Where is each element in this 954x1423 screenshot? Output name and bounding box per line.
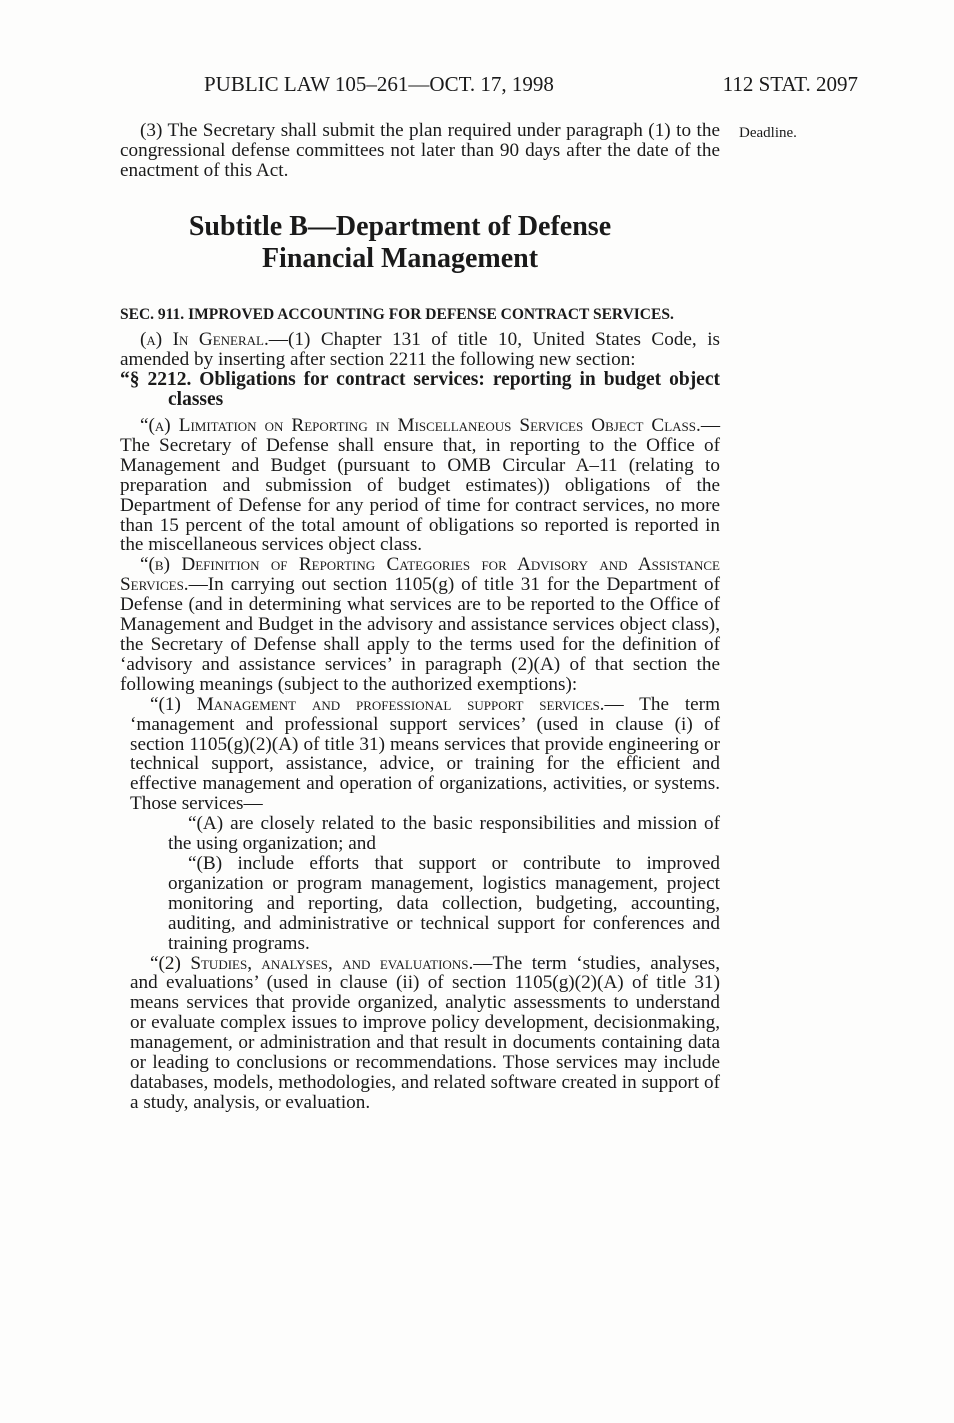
item-1-management: [120, 695, 720, 814]
item-1-text: — The term ‘management and professional support services’ (used in clause (i) of section 1105(g)(2)(A) of title 31) means services that provide engineering or technical support, assistance, advice, or training for the efficient and effective management and operation of organizations, activities, or systems. Those services—: [130, 693, 720, 815]
item-2-studies: [120, 954, 720, 1113]
sub-a-text: —The Secretary of Defense shall ensure that, in reporting to the Office of Management and Budget (pursuant to OMB Circular A–11 (relating to preparation and submission of budget estimates)) obligations of the Department of Defense for any period of time for contract services, no more than 15 percent of the total amount of obligations so reported is reported in the miscellaneous services object class.: [120, 415, 720, 556]
header-statute-page: 112 STAT. 2097: [722, 72, 858, 96]
margin-note-deadline: Deadline.: [739, 125, 797, 141]
sub-a-label: “(a) Limitation on Reporting in Miscellaneous Services Object Class.: [140, 415, 701, 437]
subsection-b-definition: [120, 555, 720, 694]
subsection-a-limitation: [120, 416, 720, 555]
subtitle-line-2: Financial Management: [261, 242, 539, 274]
item-1-b: “(B) include efforts that support or contribute to improved organization or program management, logistics management, project monitoring and reporting, data collection, budgeting, accounting, auditing, and administrative or technical support for conferences and training programs.: [168, 852, 720, 954]
header-public-law: PUBLIC LAW 105–261—OCT. 17, 1998: [204, 72, 554, 96]
section-911-heading: [120, 305, 720, 325]
running-header: [204, 72, 858, 102]
section-2212-heading: “§ 2212. Obligations for contract services: reporting in budget object classes: [120, 369, 720, 411]
item-1-label: “(1) Management and professional support services.: [150, 693, 605, 715]
general-text: —(1) Chapter 131 of title 10, United States Code, is amended by inserting after section 2211 the following new section:: [120, 329, 720, 371]
subtitle-heading: [80, 211, 720, 275]
subtitle-line-1: Subtitle B—Department of Defense: [188, 210, 612, 242]
item-1-a: “(A) are closely related to the basic responsibilities and mission of the using organization; and: [168, 813, 720, 855]
section-911-title: IMPROVED ACCOUNTING FOR DEFENSE CONTRACT SERVICES.: [188, 305, 674, 323]
sub-b-label: “(b) Definition of Reporting Categories for Advisory and Assistance Services.: [120, 554, 720, 596]
paragraph-3: (3) The Secretary shall submit the plan required under paragraph (1) to the congressional defense committees not later than 90 days after the date of the enactment of this Act.: [120, 120, 720, 181]
sub-b-text: —In carrying out section 1105(g) of title 31 for the Department of Defense (and in determining what services are to be reported to the Office of Management and Budget in the advisory and assistance services object class), the Secretary of Defense shall apply to the terms used for the definition of ‘advisory and assistance services’ in paragraph (2)(A) of that section the following meanings (subject to the authorized exemptions):: [120, 574, 720, 695]
item-2-text: —The term ‘studies, analyses, and evaluations’ (used in clause (ii) of section 1105(g)(2)(A) of title 31) means services that provide organized, analytic assessments to understand or evaluate complex issues to improve policy development, decisionmaking, management, or administration and that result in documents containing data or leading to conclusions or recommendations. Those services may include databases, models, methodologies, and related software created in support of a study, analysis, or evaluation.: [130, 952, 720, 1113]
general-label: (a) In General.: [140, 329, 269, 351]
item-2-label: “(2) Studies, analyses, and evaluations.: [150, 952, 474, 974]
subsection-a-general: [120, 330, 720, 370]
section-911-number: SEC. 911.: [120, 305, 185, 323]
document-body: [120, 121, 720, 1113]
